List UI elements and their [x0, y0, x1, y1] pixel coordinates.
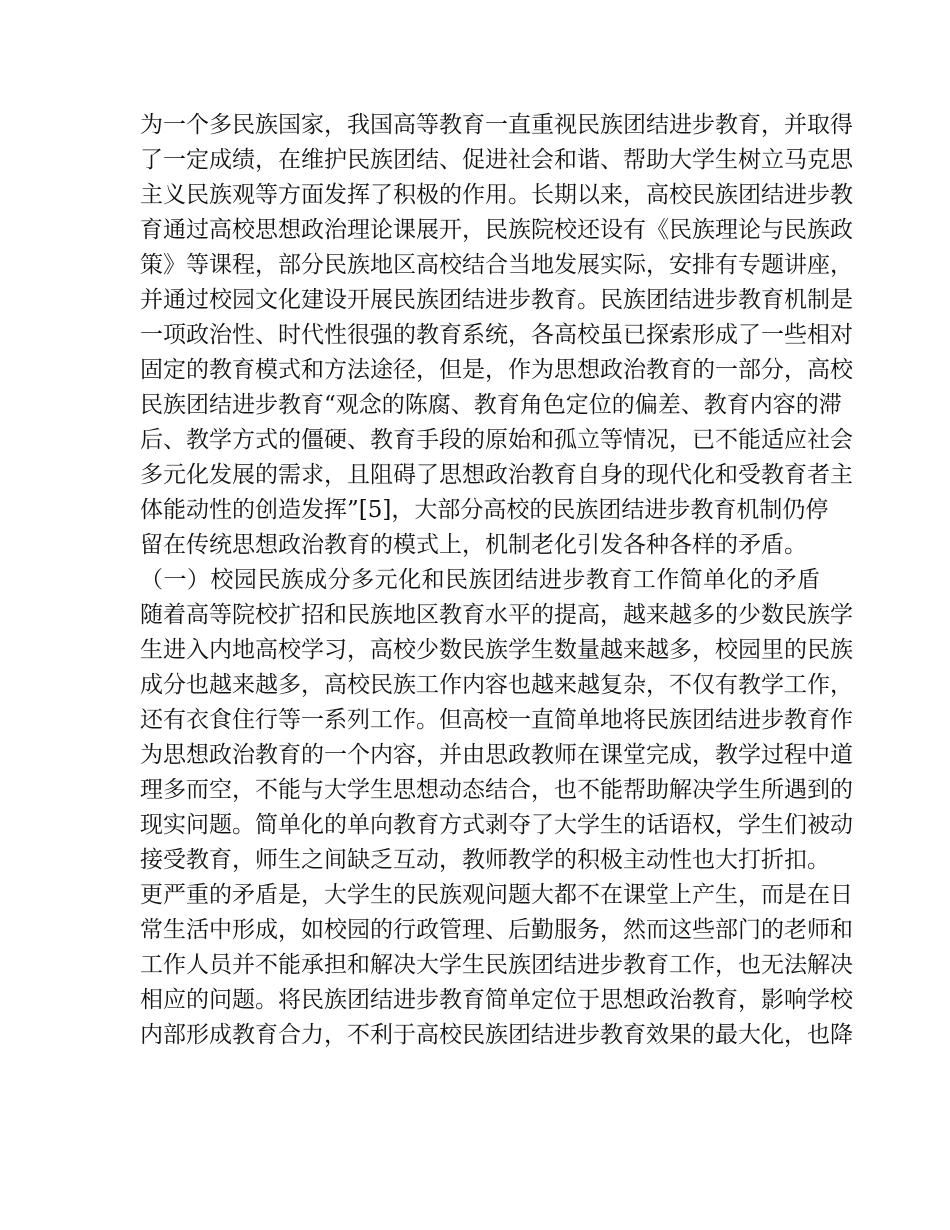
- text-line: 育通过高校思想政治理论课展开，民族院校还设有《民族理论与民族政: [140, 217, 853, 243]
- text-line: 为思想政治教育的一个内容，并由思政教师在课堂完成，教学过程中道: [140, 742, 853, 768]
- text-line: 多元化发展的需求，且阻碍了思想政治教育自身的现代化和受教育者主: [140, 462, 853, 488]
- text-line: 为一个多民族国家，我国高等教育一直重视民族团结进步教育，并取得: [140, 112, 853, 138]
- text-line: 了一定成绩，在维护民族团结、促进社会和谐、帮助大学生树立马克思: [140, 147, 853, 173]
- text-line: 随着高等院校扩招和民族地区教育水平的提高，越来越多的少数民族学: [140, 602, 853, 628]
- text-line: 常生活中形成，如校园的行政管理、后勤服务，然而这些部门的老师和: [140, 917, 853, 943]
- text-line: 生进入内地高校学习，高校少数民族学生数量越来越多，校园里的民族: [140, 637, 853, 663]
- text-line: 民族团结进步教育“观念的陈腐、教育角色定位的偏差、教育内容的滞: [140, 392, 842, 418]
- text-line: 工作人员并不能承担和解决大学生民族团结进步教育工作，也无法解决: [140, 952, 853, 978]
- section-heading: （一）校园民族成分多元化和民族团结进步教育工作简单化的矛盾: [140, 567, 820, 593]
- text-line: 现实问题。简单化的单向教育方式剥夺了大学生的话语权，学生们被动: [140, 812, 853, 838]
- text-line: 内部形成教育合力，不利于高校民族团结进步教育效果的最大化，也降: [140, 1022, 853, 1048]
- text-line: 后、教学方式的僵硬、教育手段的原始和孤立等情况，已不能适应社会: [140, 427, 853, 453]
- text-line: 还有衣食住行等一系列工作。但高校一直简单地将民族团结进步教育作: [140, 707, 853, 733]
- text-line: 理多而空，不能与大学生思想动态结合，也不能帮助解决学生所遇到的: [140, 777, 853, 803]
- text-line: 更严重的矛盾是，大学生的民族观问题大都不在课堂上产生，而是在日: [140, 882, 853, 908]
- text-line: 相应的问题。将民族团结进步教育简单定位于思想政治教育，影响学校: [140, 987, 853, 1013]
- text-line: 固定的教育模式和方法途径，但是，作为思想政治教育的一部分，高校: [140, 357, 853, 383]
- text-line: 体能动性的创造发挥”[5]，大部分高校的民族团结进步教育机制仍停: [140, 497, 829, 523]
- text-line: 并通过校园文化建设开展民族团结进步教育。民族团结进步教育机制是: [140, 287, 853, 313]
- text-line: 成分也越来越多，高校民族工作内容也越来越复杂，不仅有教学工作，: [140, 672, 853, 698]
- text-line: 接受教育，师生之间缺乏互动，教师教学的积极主动性也大打折扣。: [140, 847, 830, 873]
- text-line: 一项政治性、时代性很强的教育系统，各高校虽已探索形成了一些相对: [140, 322, 853, 348]
- text-line: 留在传统思想政治教育的模式上，机制老化引发各种各样的矛盾。: [140, 532, 807, 558]
- text-line: 策》等课程，部分民族地区高校结合当地发展实际，安排有专题讲座，: [140, 252, 853, 278]
- body-text: [140, 108, 853, 1053]
- text-line: 主义民族观等方面发挥了积极的作用。长期以来，高校民族团结进步教: [140, 182, 853, 208]
